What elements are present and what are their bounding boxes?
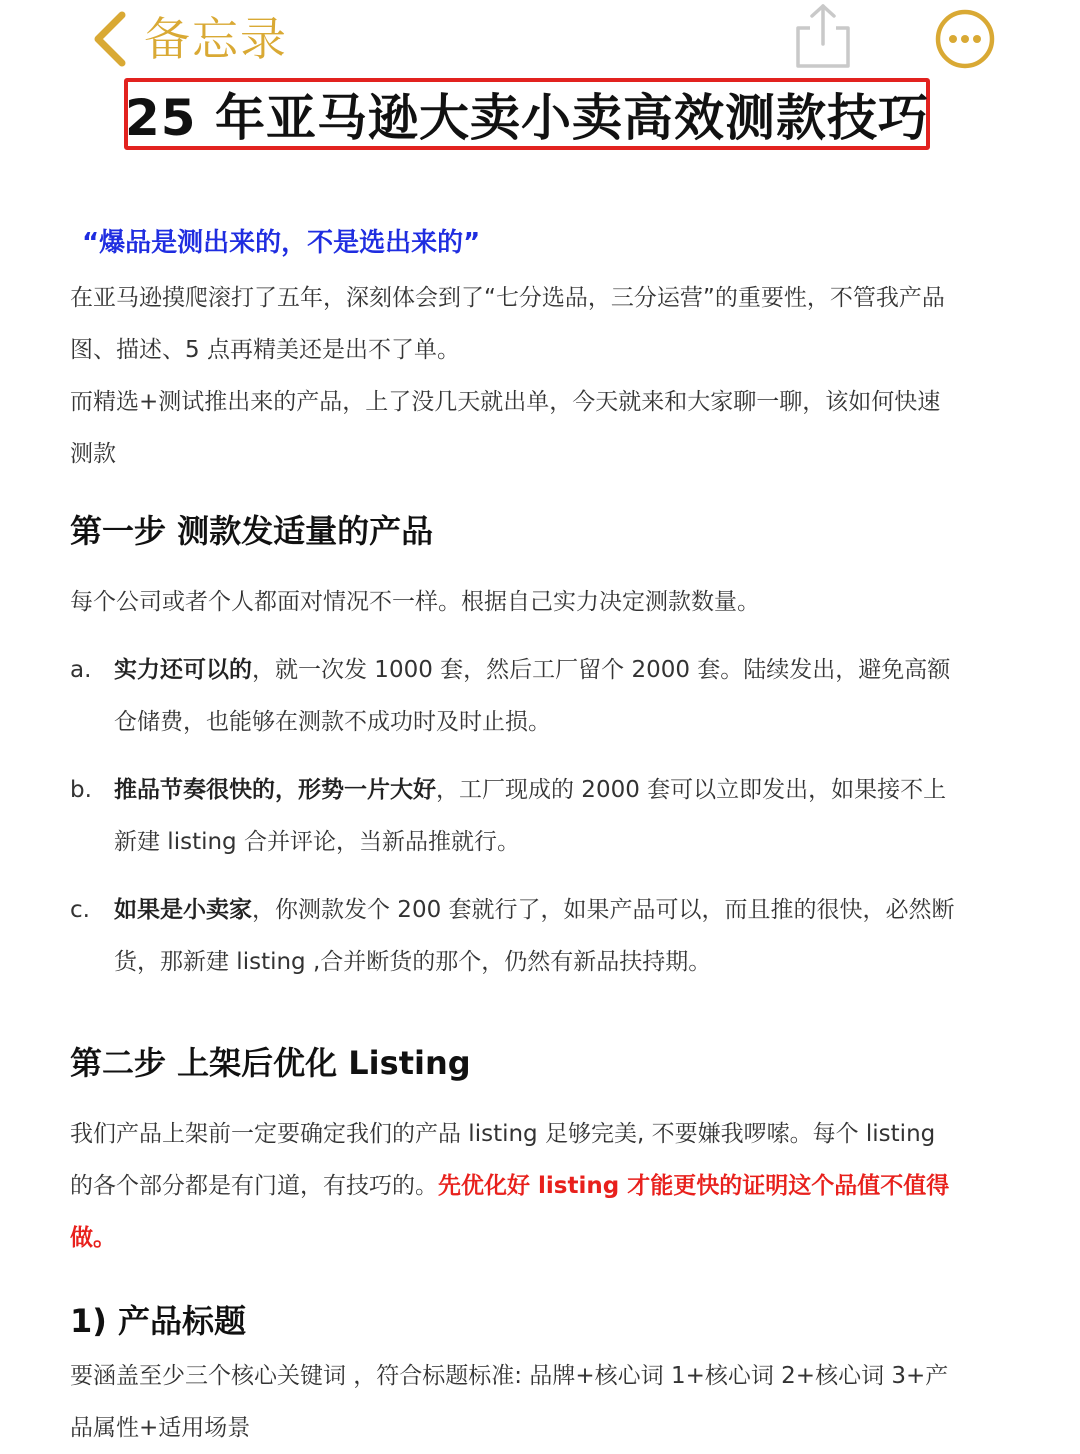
list-item-bold: 如果是小卖家 [114, 897, 252, 923]
section1-text: 要涵盖至少三个核心关键词 ，符合标题标准: 品牌+核心词 1+核心词 2+核心词 3+产品属性+适用场景 [70, 1363, 949, 1441]
step1-list [70, 644, 958, 988]
chevron-left-icon [88, 9, 132, 69]
back-button[interactable] [88, 6, 288, 72]
list-item [70, 764, 958, 868]
intro-quote: “爆品是测出来的，不是选出来的” [82, 228, 481, 258]
note-title: 25 年亚马逊大卖小卖高效测款技巧 [125, 89, 929, 147]
back-label: 备忘录 [144, 12, 288, 66]
step1-heading: 第一步 测款发适量的产品 [70, 512, 434, 550]
step2-heading: 第二步 上架后优化 Listing [70, 1044, 471, 1082]
section1-heading: 1) 产品标题 [70, 1302, 247, 1340]
intro-paragraph-1: 在亚马逊摸爬滚打了五年，深刻体会到了“七分选品，三分运营”的重要性，不管我产品图、描述、5 点再精美还是出不了单。 [70, 285, 945, 363]
note-title-box [124, 78, 930, 150]
list-item [70, 884, 958, 988]
list-item-body [114, 884, 958, 988]
step2-highlight: 先优化好 listing 才能更快的证明这个品值不值得做。 [70, 1173, 950, 1251]
list-item-text: ，你测款发个 200 套就行了，如果产品可以，而且推的很快，必然断货，那新建 listing ,合并断货的那个，仍然有新品扶持期。 [114, 897, 955, 975]
list-item-body [114, 764, 958, 868]
list-item-text: ，就一次发 1000 套，然后工厂留个 2000 套。陆续发出，避免高额仓储费，也能够在测款不成功时及时止损。 [114, 657, 951, 735]
step2-text: 我们产品上架前一定要确定我们的产品 listing 足够完美, 不要嫌我啰嗦。每个 listing 的各个部分都是有门道，有技巧的。 [70, 1121, 936, 1199]
list-item-text: ，工厂现成的 2000 套可以立即发出，如果接不上新建 listing 合并评论，当新品推就行。 [114, 777, 947, 855]
more-icon[interactable] [934, 8, 996, 70]
nav-bar [0, 0, 1080, 78]
note-body[interactable] [70, 214, 958, 1454]
list-marker: a. [70, 657, 92, 683]
list-item [70, 644, 958, 748]
step1-intro: 每个公司或者个人都面对情况不一样。根据自己实力决定测款数量。 [70, 589, 760, 615]
list-marker: b. [70, 777, 92, 803]
step2-paragraph [70, 1108, 958, 1264]
share-icon[interactable] [794, 2, 852, 70]
list-item-bold: 实力还可以的 [114, 657, 252, 683]
list-item-bold: 推品节奏很快的，形势一片大好 [114, 777, 436, 803]
list-item-body [114, 644, 958, 748]
intro-paragraph-2: 而精选+测试推出来的产品，上了没几天就出单，今天就来和大家聊一聊，该如何快速测款 [70, 389, 941, 467]
list-marker: c. [70, 897, 90, 923]
